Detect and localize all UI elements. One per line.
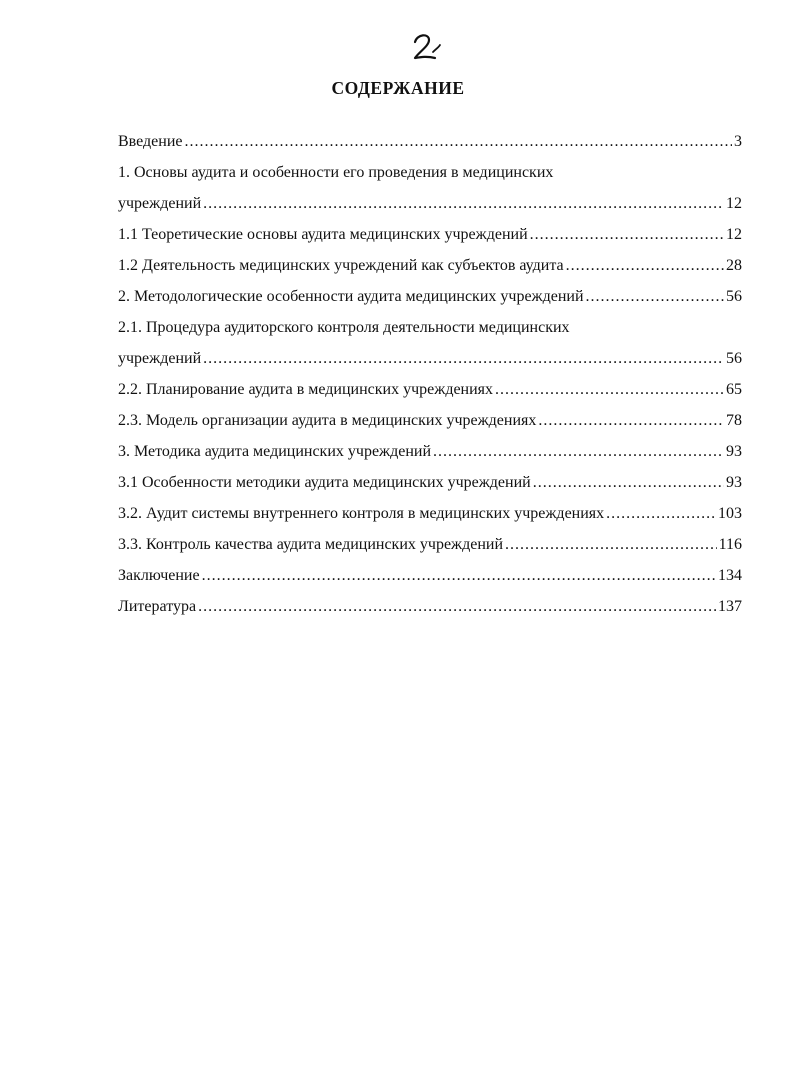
toc-entry[interactable]	[118, 250, 742, 281]
toc-entry-page: 116	[718, 536, 742, 553]
toc-leader-dots	[538, 405, 724, 436]
toc-leader-dots	[202, 560, 716, 591]
toc-entry[interactable]	[118, 436, 742, 467]
toc-entry[interactable]	[118, 467, 742, 498]
toc-entry[interactable]	[118, 219, 742, 250]
toc-entry-label: 3.1 Особенности методики аудита медицинских учреждений	[118, 474, 531, 491]
toc-entry-label: 2. Методологические особенности аудита медицинских учреждений	[118, 288, 584, 305]
toc-entry-page: 103	[718, 505, 742, 522]
toc-entry-page: 93	[726, 474, 742, 491]
toc-leader-dots	[606, 498, 716, 529]
toc-entry-label: 3.3. Контроль качества аудита медицинских учреждений	[118, 536, 504, 553]
toc-entry[interactable]	[118, 374, 742, 405]
toc-entry[interactable]	[118, 157, 742, 219]
toc-entry-label: 3.2. Аудит системы внутреннего контроля в медицинских учреждениях	[118, 505, 605, 522]
toc-leader-dots	[185, 126, 733, 157]
toc-entry-page: 78	[726, 412, 742, 429]
toc-entry-label: 1.1 Теоретические основы аудита медицинских учреждений	[118, 226, 528, 243]
toc-entry-label: Введение	[118, 133, 183, 150]
toc-entry-label: учреждений	[118, 195, 202, 212]
toc-entry-label: Заключение	[118, 567, 200, 584]
toc-leader-dots	[533, 467, 724, 498]
toc-entry[interactable]	[118, 405, 742, 436]
toc-leader-dots	[203, 188, 724, 219]
toc-leader-dots	[505, 529, 717, 560]
toc-entry-label: 2.2. Планирование аудита в медицинских учреждениях	[118, 381, 494, 398]
toc-entry[interactable]	[118, 126, 742, 157]
toc-title: СОДЕРЖАНИЕ	[331, 78, 465, 98]
handwritten-number-two-icon	[405, 28, 445, 68]
toc-entry-label: 3. Методика аудита медицинских учреждений	[118, 443, 432, 460]
toc-entry-first-line: 1. Основы аудита и особенности его проведения в медицинских	[118, 164, 554, 181]
toc-leader-dots	[203, 343, 724, 374]
toc-entry-page: 12	[726, 226, 742, 243]
toc-entry-label: учреждений	[118, 350, 202, 367]
toc-entry-page: 56	[726, 350, 742, 367]
toc-entry[interactable]	[118, 560, 742, 591]
toc-entry-label: 1.2 Деятельность медицинских учреждений как субъектов аудита	[118, 257, 564, 274]
toc-entry-page: 12	[726, 195, 742, 212]
toc-entry[interactable]	[118, 529, 742, 560]
toc-entry-page: 134	[718, 567, 742, 584]
toc-entry-label: 2.3. Модель организации аудита в медицинских учреждениях	[118, 412, 537, 429]
toc-entry-page: 93	[726, 443, 742, 460]
table-of-contents	[118, 126, 742, 622]
toc-entry[interactable]	[118, 591, 742, 622]
toc-entry-page: 137	[718, 598, 742, 615]
toc-leader-dots	[198, 591, 716, 622]
toc-leader-dots	[566, 250, 724, 281]
handwritten-page-number	[405, 28, 445, 68]
toc-entry-page: 56	[726, 288, 742, 305]
toc-leader-dots	[495, 374, 724, 405]
toc-entry-page: 65	[726, 381, 742, 398]
toc-entry[interactable]	[118, 281, 742, 312]
toc-entry-page: 28	[726, 257, 742, 274]
toc-leader-dots	[433, 436, 724, 467]
toc-entry-label: Литература	[118, 598, 197, 615]
toc-entry[interactable]	[118, 498, 742, 529]
toc-leader-dots	[530, 219, 724, 250]
toc-entry-page: 3	[734, 133, 742, 150]
toc-entry-first-line: 2.1. Процедура аудиторского контроля деятельности медицинских	[118, 319, 570, 336]
toc-entry[interactable]	[118, 312, 742, 374]
toc-leader-dots	[586, 281, 724, 312]
